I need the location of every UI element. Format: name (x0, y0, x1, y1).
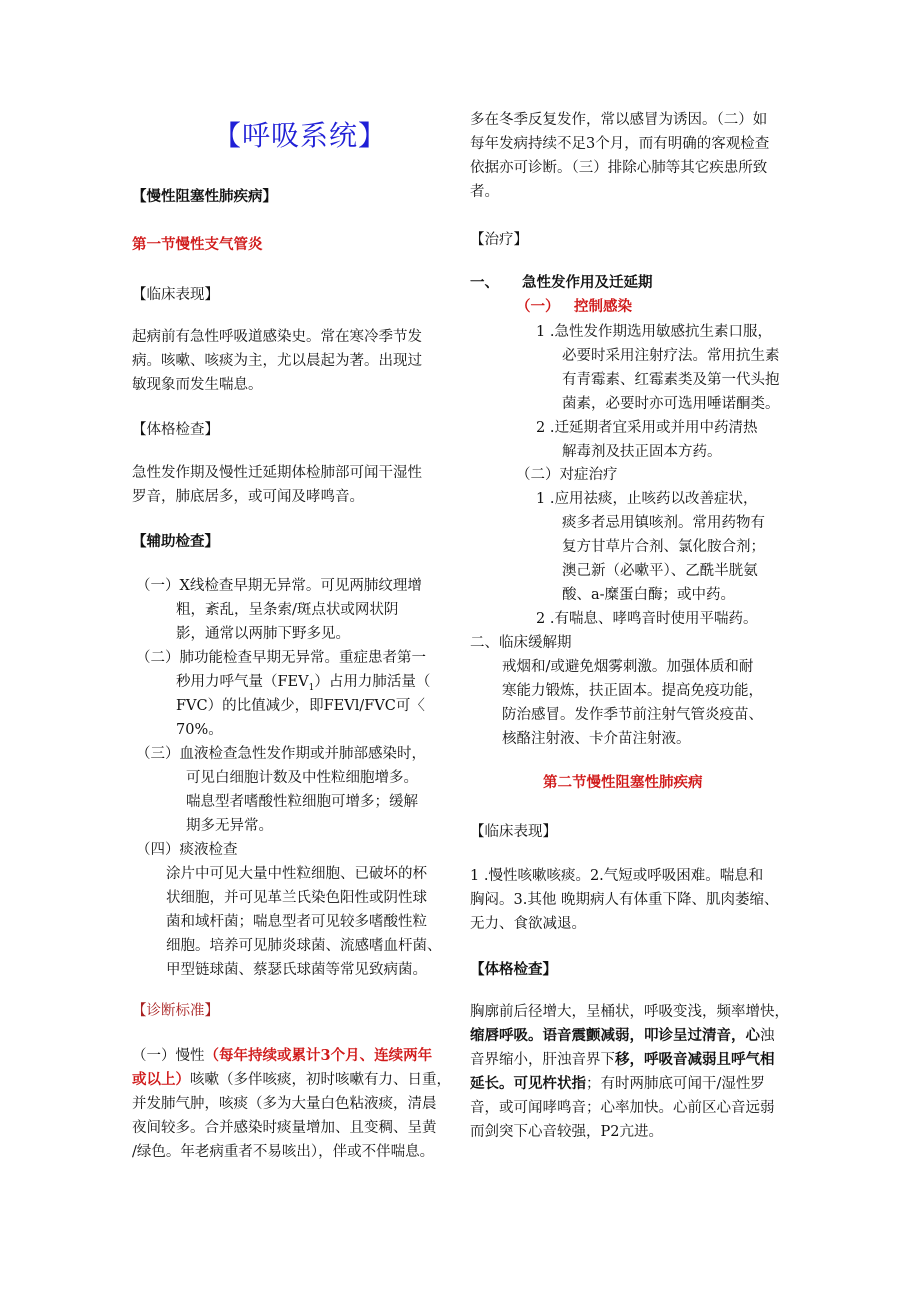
section1-title: 第一节慢性支气管炎 (132, 236, 263, 253)
cont-line: 多在冬季反复发作，常以感冒为诱因。（二）如 (470, 112, 768, 128)
exam2-text: ；有时两肺底可闻干/湿性罗 (586, 1076, 765, 1092)
aux-line: 状细胞，并可见革兰氏染色阳性或阴性球 (166, 890, 427, 906)
aux-line: 细胞。培养可见肺炎球菌、流感嗜血杆菌、 (166, 938, 442, 954)
treat-line: 必要时采用注射疗法。常用抗生素 (562, 348, 780, 364)
exam2-line: 胸廓前后径增大，呈桶状，呼吸变浅，频率增快， (470, 1004, 789, 1020)
treat-1-title: 急性发作用及迁延期 (522, 274, 653, 291)
cont-line: 每年发病持续不足3个月，而有明确的客观检查 (470, 136, 770, 152)
clinical2-line: 无力、食欲减退。 (470, 916, 586, 932)
fev-text: 秒用力呼气量（FEV (176, 674, 309, 690)
aux-line: 甲型链球菌、蔡瑟氏球菌等常见致病菌。 (166, 962, 427, 978)
aux-line: 菌和域杆菌；喘息型者可见较多嗜酸性粒 (166, 914, 427, 930)
page-title: 【呼吸系统】 (213, 119, 388, 152)
aux-line: （二）肺功能检查早期无异常。重症患者第一 (136, 650, 426, 666)
treat-2-heading: 二、临床缓解期 (470, 635, 572, 651)
fev-text-rest: ）占用力肺活量（ (314, 674, 431, 690)
treat-line: 解毒剂及扶正固本方药。 (562, 444, 722, 460)
exam2-heading: 【体格检查】 (470, 961, 557, 978)
aux-line: 可见白细胞计数及中性粒细胞增多。 (186, 770, 418, 786)
treat-line: 防治感冒。发作季节前注射气管炎疫苗、 (502, 707, 763, 723)
diag-line: 并发肺气肿，咳痰（多为大量白色粘液痰，清晨 (132, 1096, 437, 1112)
diag-text: 咳嗽（多伴咳痰，初时咳嗽有力、日重， (190, 1072, 451, 1088)
chapter-heading: 【慢性阻塞性肺疾病】 (132, 188, 277, 205)
diag-line: 夜间较多。合并感染时痰量增加、且变稠、呈黄 (132, 1120, 437, 1136)
clinical2-heading: 【临床表现】 (470, 824, 557, 840)
diag-highlight: 或以上） (132, 1071, 190, 1088)
treat-line: 酸、a-糜蛋白酶；或中药。 (562, 587, 736, 603)
treat-line: 2 .有喘息、哮鸣音时使用平喘药。 (536, 611, 758, 627)
aux-line: 涂片中可见大量中性粒细胞、已破坏的杯 (166, 866, 427, 882)
treat-1-num: 一、 (470, 274, 499, 291)
treat-line: 寒能力锻炼，扶正固本。提高免疫功能， (502, 683, 763, 699)
exam2-bold: 移，呼吸音减弱且呼气相 (615, 1051, 775, 1068)
treat-1a-num: （一） (516, 298, 560, 315)
aux-heading: 【辅助检查】 (132, 533, 219, 550)
diag-highlight: （每年持续或累计3个月、连续两年 (204, 1047, 433, 1064)
aux-line: 期多无异常。 (186, 818, 273, 834)
aux-line: 粗，紊乱，呈条索/斑点状或网状阴 (176, 602, 399, 618)
treat-line: 核酪注射液、卡介苗注射液。 (502, 731, 691, 747)
exam2-line (470, 1072, 765, 1096)
aux-line: 70%。 (176, 722, 223, 738)
treat-1a-title: 控制感染 (574, 298, 632, 315)
exam2-line: 音，或可闻哮鸣音；心率加快。心前区心音远弱 (470, 1100, 775, 1116)
diag-line: /绿色。年老病重者不易咳出），伴或不伴喘息。 (132, 1144, 435, 1160)
treat-line: 1 .急性发作期选用敏感抗生素口服， (536, 324, 772, 340)
treat-1b-heading: （二）对症治疗 (516, 467, 618, 483)
treat-line: 戒烟和/或避免烟雾刺激。加强体质和耐 (502, 659, 754, 675)
cont-line: 依据亦可诊断。（三）排除心肺等其它疾患所致 (470, 160, 768, 176)
clinical2-line: 1 .慢性咳嗽咳痰。2.气短或呼吸困难。喘息和 (470, 868, 764, 884)
aux-line: （四）痰液检查 (136, 842, 238, 858)
exam-line: 罗音，肺底居多，或可闻及哮鸣音。 (132, 489, 364, 505)
treat-heading: 【治疗】 (470, 232, 528, 248)
exam2-text: 浊 (760, 1028, 775, 1044)
treat-line: 澳己新（必嗽平）、乙酰半胱氨 (562, 563, 758, 579)
treat-line: 复方甘草片合剂、氯化胺合剂； (562, 539, 765, 555)
treat-line: 痰多者忌用镇咳剂。常用药物有 (562, 515, 765, 531)
exam2-line: 而剑突下心音较强，P2亢进。 (470, 1124, 663, 1140)
treat-line: 1 .应用祛痰，止咳药以改善症状， (536, 491, 758, 507)
treat-line: 菌素，必要时亦可选用唾诺酮类。 (562, 396, 780, 412)
diag-line-1 (132, 1044, 432, 1068)
aux-line: 影，通常以两肺下野多见。 (176, 626, 350, 642)
diag-heading: 【诊断标准】 (132, 1003, 219, 1019)
exam-heading: 【体格检查】 (132, 422, 219, 438)
aux-line: （一）X线检查早期无异常。可见两肺纹理增 (136, 578, 422, 594)
exam2-bold: 延长。可见杵状指 (470, 1075, 586, 1092)
aux-line: （三）血液检查急性发作期或并肺部感染时， (136, 746, 426, 762)
clinical-line: 起病前有急性呼吸道感染史。常在寒冷季节发 (132, 329, 422, 345)
fev-subscript: 1 (308, 682, 315, 693)
clinical-heading: 【临床表现】 (132, 287, 219, 303)
clinical-line: 病。咳嗽、咳痰为主，尤以晨起为著。出现过 (132, 353, 422, 369)
exam2-line (470, 1048, 775, 1072)
diag-text: （一）慢性 (132, 1048, 205, 1064)
exam2-text: 音界缩小，肝浊音界下 (470, 1052, 615, 1068)
exam2-bold: 缩唇呼吸。语音震颤减弱，叩诊呈过清音，心 (470, 1027, 760, 1044)
clinical-line: 敏现象而发生喘息。 (132, 377, 263, 393)
exam2-line (470, 1024, 775, 1048)
treat-line: 有青霉素、红霉素类及第一代头抱 (562, 372, 780, 388)
diag-line-2 (132, 1068, 451, 1092)
aux-line: 喘息型者嗜酸性粒细胞可增多；缓解 (186, 794, 418, 810)
cont-line: 者。 (470, 184, 499, 200)
treat-line: 2 .迁延期者宜采用或并用中药清热 (536, 420, 758, 436)
section2-title: 第二节慢性阻塞性肺疾病 (543, 774, 703, 791)
exam-line: 急性发作期及慢性迁延期体检肺部可闻干湿性 (132, 465, 422, 481)
clinical2-line: 胸闷。3.其他 晚期病人有体重下降、肌肉萎缩、 (470, 892, 779, 908)
aux-line: FVC）的比值减少，即FEVl/FVC可〈 (176, 698, 425, 714)
